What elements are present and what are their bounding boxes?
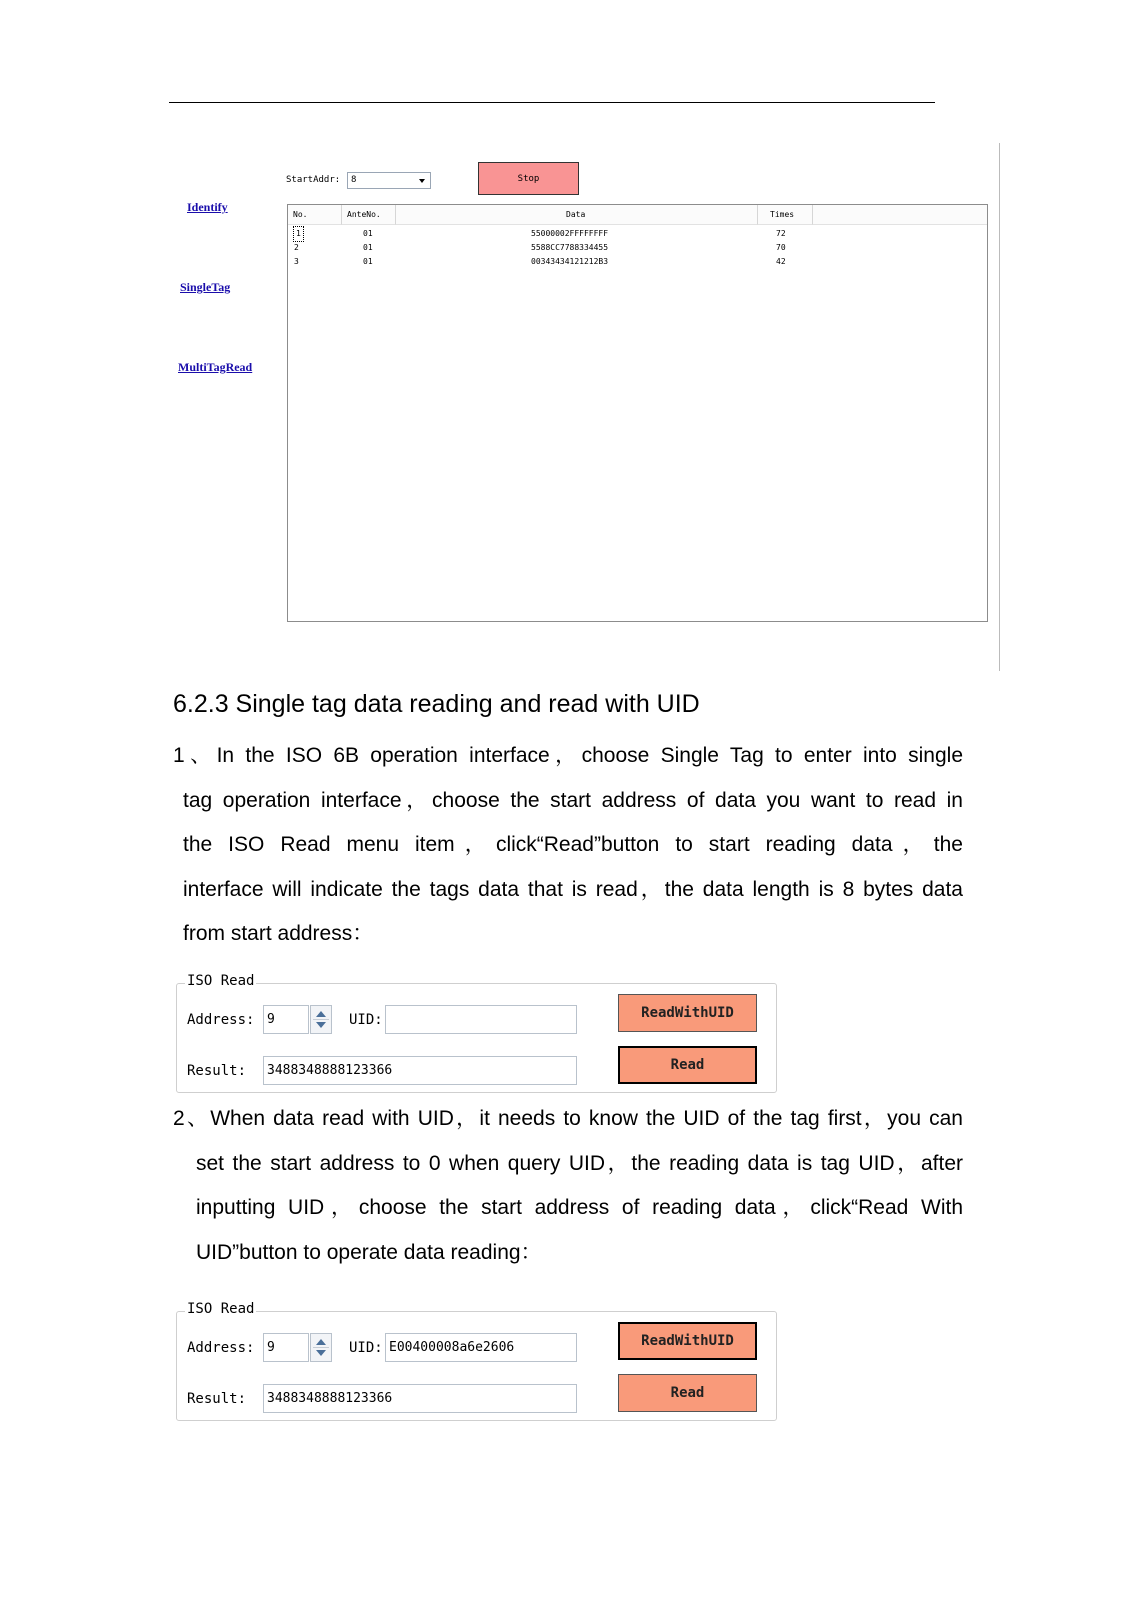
tag-data-table <box>287 204 988 622</box>
paragraph-line: 2、When data read with UID，it needs to know the UID of the tag first，you can <box>173 1107 963 1130</box>
cell-no: 2 <box>294 243 299 252</box>
stop-button[interactable]: Stop <box>478 162 579 195</box>
uid-input[interactable] <box>385 1005 577 1034</box>
spin-up-icon[interactable] <box>316 1339 326 1345</box>
address-label: Address: <box>187 1012 255 1028</box>
address-spinner[interactable] <box>310 1005 332 1034</box>
cell-data: 00343434121212B3 <box>531 257 609 266</box>
section-title: 6.2.3 Single tag data reading and read with UID <box>173 690 700 718</box>
spin-up-icon[interactable] <box>316 1011 326 1017</box>
cell-no: 3 <box>294 257 299 266</box>
cell-times: 70 <box>776 243 786 252</box>
paragraph-line: the ISO Read menu item，click“Read”button to start reading data，the <box>183 833 963 856</box>
paragraph-2 <box>173 1097 963 1275</box>
address-spinner[interactable] <box>310 1333 332 1362</box>
address-input[interactable]: 9 <box>263 1005 309 1034</box>
column-header-data[interactable]: Data <box>396 205 758 225</box>
start-addr-label: StartAddr: <box>286 175 341 185</box>
address-input[interactable]: 9 <box>263 1333 309 1362</box>
iso-read-legend: ISO Read <box>187 973 255 989</box>
start-addr-select[interactable] <box>347 172 431 189</box>
paragraph-1 <box>173 734 963 957</box>
address-label: Address: <box>187 1340 255 1356</box>
nav-link-identify[interactable]: Identify <box>187 200 228 214</box>
read-with-uid-button[interactable]: ReadWithUID <box>618 1322 757 1360</box>
read-with-uid-button[interactable]: ReadWithUID <box>618 994 757 1032</box>
result-label: Result: <box>187 1063 247 1079</box>
iso-read-legend: ISO Read <box>187 1301 255 1317</box>
iso-read-panel <box>176 973 777 1093</box>
spin-divider <box>313 1019 329 1020</box>
spin-down-icon[interactable] <box>316 1022 326 1028</box>
column-header-anteno[interactable]: AnteNo. <box>342 205 396 225</box>
screenshot-edge-line <box>999 143 1000 671</box>
cell-data: 5588CC7788334455 <box>531 243 609 252</box>
paragraph-line: from start address： <box>183 922 374 945</box>
cell-no: 1 <box>294 227 303 241</box>
cell-times: 42 <box>776 257 786 266</box>
uid-label: UID: <box>349 1012 383 1028</box>
read-button[interactable]: Read <box>618 1374 757 1412</box>
dropdown-arrow-icon <box>419 179 425 183</box>
uid-label: UID: <box>349 1340 383 1356</box>
result-label: Result: <box>187 1391 247 1407</box>
cell-ante: 01 <box>363 243 373 252</box>
paragraph-line: inputting UID，choose the start address of reading data，click“Read With <box>196 1196 963 1219</box>
spin-down-icon[interactable] <box>316 1350 326 1356</box>
nav-link-singletag[interactable]: SingleTag <box>180 280 231 294</box>
paragraph-line: interface will indicate the tags data that is read，the data length is 8 bytes data <box>183 877 963 901</box>
cell-data: 55000002FFFFFFFF <box>531 229 609 238</box>
result-field[interactable]: 3488348888123366 <box>263 1384 577 1413</box>
cell-times: 72 <box>776 229 786 238</box>
paragraph-line: UID”button to operate data reading： <box>196 1240 542 1264</box>
read-button[interactable]: Read <box>618 1046 757 1084</box>
uid-input[interactable]: E00400008a6e2606 <box>385 1333 577 1362</box>
start-addr-value: 8 <box>351 175 357 185</box>
column-header-empty <box>813 205 987 225</box>
paragraph-line: 1、In the ISO 6B operation interface，choose Single Tag to enter into single <box>173 744 963 767</box>
iso-read-panel <box>176 1301 777 1421</box>
header-rule <box>169 102 935 103</box>
paragraph-line: tag operation interface，choose the start address of data you want to read in <box>183 788 963 812</box>
cell-ante: 01 <box>363 229 373 238</box>
result-field[interactable]: 3488348888123366 <box>263 1056 577 1085</box>
paragraph-line: set the start address to 0 when query UID，the reading data is tag UID，after <box>196 1151 963 1175</box>
nav-link-multitagread[interactable]: MultiTagRead <box>178 360 253 374</box>
cell-ante: 01 <box>363 257 373 266</box>
column-header-no[interactable]: No. <box>288 205 342 225</box>
spin-divider <box>313 1347 329 1348</box>
column-header-times[interactable]: Times <box>758 205 813 225</box>
